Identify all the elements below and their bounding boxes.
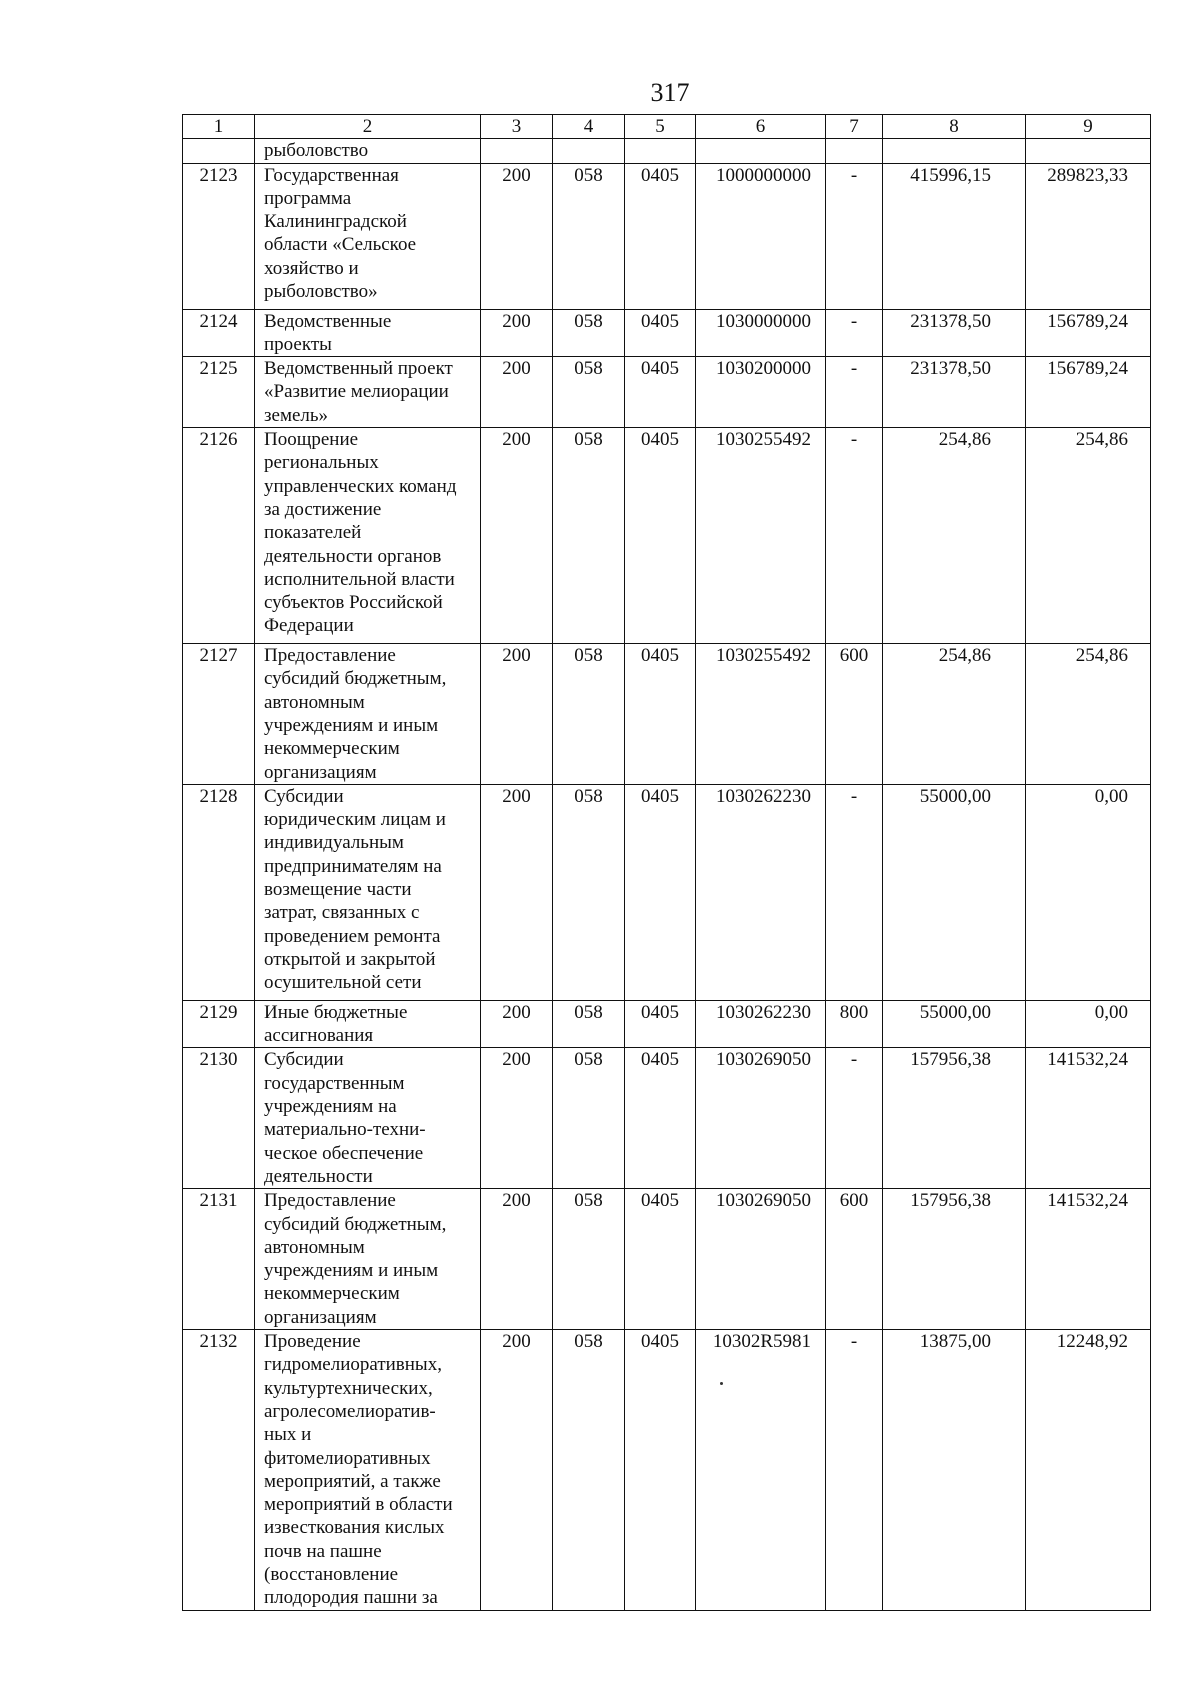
amount-8: 254,86 [883, 644, 1026, 785]
row-name-line: деятельности [264, 1165, 373, 1187]
code-3: 200 [481, 784, 553, 1000]
row-name-line: ческое обеспечение [264, 1142, 424, 1164]
code-7: - [826, 309, 883, 357]
code-6: 1030269050 [696, 1189, 826, 1330]
row-name [255, 163, 481, 309]
row-name-line: показателей [264, 522, 362, 544]
amount-9: 289823,33 [1026, 163, 1151, 309]
row-name-line: Предоставление [264, 1190, 396, 1212]
row-name [255, 428, 481, 644]
code-6: 1030255492 [696, 428, 826, 644]
amount-8: 254,86 [883, 428, 1026, 644]
budget-table [182, 114, 1151, 1611]
row-name-line: хозяйство и [264, 257, 359, 279]
amount-9: 0,00 [1026, 1000, 1151, 1048]
code-3: 200 [481, 1048, 553, 1189]
code-7: 600 [826, 644, 883, 785]
table-header-row [183, 115, 1151, 139]
row-name-line: открытой и закрытой [264, 948, 436, 970]
row-name [255, 1048, 481, 1189]
amount-8: 231378,50 [883, 309, 1026, 357]
row-name [255, 357, 481, 428]
row-name-line: почв на пашне [264, 1540, 382, 1562]
page-number: 317 [650, 78, 690, 107]
row-name [255, 1330, 481, 1611]
row-name-line: субсидий бюджетным, [264, 1213, 447, 1235]
row-name-line: Субсидии [264, 1049, 344, 1071]
row-name-line: проекты [264, 333, 332, 355]
table-row [183, 1048, 1151, 1189]
row-name-line: государственным [264, 1072, 405, 1094]
row-name-line: индивидуальным [264, 832, 404, 854]
row-name-line: (восстановление [264, 1563, 399, 1585]
table-row [183, 1189, 1151, 1330]
row-number: 2127 [183, 644, 255, 785]
amount-9: 156789,24 [1026, 357, 1151, 428]
row-number: 2132 [183, 1330, 255, 1611]
stray-dot [720, 1382, 723, 1385]
code-6: 1030000000 [696, 309, 826, 357]
row-name-line: деятельности органов [264, 545, 442, 567]
row-number: 2128 [183, 784, 255, 1000]
row-name-line: возмещение части [264, 879, 412, 901]
row-name-line: Государственная [264, 164, 399, 186]
code-3: 200 [481, 644, 553, 785]
code-5: 0405 [625, 1000, 696, 1048]
row-name-line: известкования кислых [264, 1517, 445, 1539]
row-name [255, 1000, 481, 1048]
code-4: 058 [553, 163, 625, 309]
row-number: 2124 [183, 309, 255, 357]
code-7: - [826, 1048, 883, 1189]
column-header: 8 [883, 115, 1026, 139]
code-6: 1000000000 [696, 163, 826, 309]
code-7: - [826, 357, 883, 428]
row-name-line: учреждениям и иным [264, 714, 439, 736]
row-name-line: юридическим лицам и [264, 809, 446, 831]
row-name-line: рыболовство» [264, 281, 378, 303]
row-name-line: исполнительной власти [264, 568, 455, 590]
row-name-line: управленческих команд [264, 475, 457, 497]
amount-8: 55000,00 [883, 784, 1026, 1000]
amount-8: 157956,38 [883, 1048, 1026, 1189]
row-name-line: программа [264, 187, 352, 209]
column-header: 7 [826, 115, 883, 139]
row-number: 2125 [183, 357, 255, 428]
continuation-row [183, 139, 1151, 163]
table-row [183, 428, 1151, 644]
row-name [255, 1189, 481, 1330]
table-row [183, 644, 1151, 785]
code-3: 200 [481, 1000, 553, 1048]
row-name-line: мероприятий в области [264, 1494, 453, 1516]
amount-8: 55000,00 [883, 1000, 1026, 1048]
code-5: 0405 [625, 309, 696, 357]
code-3: 200 [481, 428, 553, 644]
row-name-line: мероприятий, а также [264, 1470, 441, 1492]
row-name-line: фитомелиоративных [264, 1447, 431, 1469]
row-name-line: Субсидии [264, 785, 344, 807]
row-name-line: субъектов Российской [264, 592, 443, 614]
amount-8: 231378,50 [883, 357, 1026, 428]
row-name-line: области «Сельское [264, 234, 417, 256]
row-name [255, 784, 481, 1000]
code-4: 058 [553, 357, 625, 428]
row-name-line: материально-техни- [264, 1119, 426, 1141]
row-name-line: культуртехнических, [264, 1377, 433, 1399]
code-3: 200 [481, 357, 553, 428]
code-6: 1030262230 [696, 784, 826, 1000]
row-name-line: Калининградской [264, 211, 407, 233]
amount-9: 141532,24 [1026, 1189, 1151, 1330]
row-name-line: учреждениям и иным [264, 1260, 439, 1282]
row-name-line: проведением ремонта [264, 925, 441, 947]
table-row [183, 784, 1151, 1000]
code-7: 600 [826, 1189, 883, 1330]
code-6: 1030262230 [696, 1000, 826, 1048]
row-name [255, 309, 481, 357]
row-name-line: Ведомственные [264, 310, 392, 332]
row-number: 2126 [183, 428, 255, 644]
row-number: 2123 [183, 163, 255, 309]
code-7: - [826, 784, 883, 1000]
column-header: 2 [255, 115, 481, 139]
amount-9: 254,86 [1026, 644, 1151, 785]
code-4: 058 [553, 1048, 625, 1189]
amount-8: 157956,38 [883, 1189, 1026, 1330]
row-name-line: Федерации [264, 615, 354, 637]
column-header: 6 [696, 115, 826, 139]
column-header: 5 [625, 115, 696, 139]
table-row [183, 309, 1151, 357]
row-name-line: некоммерческим [264, 738, 400, 760]
amount-8: 415996,15 [883, 163, 1026, 309]
row-name [255, 644, 481, 785]
amount-9: 12248,92 [1026, 1330, 1151, 1611]
row-number: 2130 [183, 1048, 255, 1189]
code-6: 1030200000 [696, 357, 826, 428]
code-7: - [826, 428, 883, 644]
row-name-line: за достижение [264, 498, 382, 520]
code-3: 200 [481, 1330, 553, 1611]
code-4: 058 [553, 1330, 625, 1611]
code-5: 0405 [625, 1189, 696, 1330]
row-name-line: автономным [264, 1236, 365, 1258]
row-name-line: региональных [264, 452, 379, 474]
code-3: 200 [481, 309, 553, 357]
row-name-line: организациям [264, 761, 377, 783]
row-name-line: учреждениям на [264, 1096, 397, 1118]
row-name-line: агролесомелиоратив- [264, 1400, 436, 1422]
code-6: 1030269050 [696, 1048, 826, 1189]
table-row [183, 357, 1151, 428]
code-5: 0405 [625, 1048, 696, 1189]
row-name-line: ассигнования [264, 1025, 374, 1047]
code-5: 0405 [625, 357, 696, 428]
code-7: 800 [826, 1000, 883, 1048]
column-header: 4 [553, 115, 625, 139]
code-4: 058 [553, 1189, 625, 1330]
row-name-line: организациям [264, 1306, 377, 1328]
row-name-line: затрат, связанных с [264, 902, 420, 924]
row-name-line: Проведение [264, 1331, 361, 1353]
row-name-line: гидромелиоративных, [264, 1354, 442, 1376]
row-name-line: предпринимателям на [264, 855, 442, 877]
code-3: 200 [481, 163, 553, 309]
amount-9: 156789,24 [1026, 309, 1151, 357]
code-5: 0405 [625, 1330, 696, 1611]
code-4: 058 [553, 784, 625, 1000]
table-row [183, 1000, 1151, 1048]
code-7: - [826, 163, 883, 309]
row-name-line: плодородия пашни за [264, 1587, 438, 1609]
row-number: 2129 [183, 1000, 255, 1048]
code-6: 10302R5981 [696, 1330, 826, 1611]
code-5: 0405 [625, 163, 696, 309]
amount-9: 254,86 [1026, 428, 1151, 644]
code-5: 0405 [625, 784, 696, 1000]
row-name-line: Предоставление [264, 645, 396, 667]
column-header: 3 [481, 115, 553, 139]
row-name-line: ных и [264, 1424, 312, 1446]
table-row [183, 1330, 1151, 1611]
code-4: 058 [553, 309, 625, 357]
column-header: 9 [1026, 115, 1151, 139]
row-name-line: Иные бюджетные [264, 1001, 408, 1023]
row-name-line: «Развитие мелиорации [264, 381, 449, 403]
amount-9: 0,00 [1026, 784, 1151, 1000]
code-4: 058 [553, 428, 625, 644]
row-name-line: субсидий бюджетным, [264, 668, 447, 690]
amount-9: 141532,24 [1026, 1048, 1151, 1189]
code-3: 200 [481, 1189, 553, 1330]
code-6: 1030255492 [696, 644, 826, 785]
row-name-line: Ведомственный проект [264, 358, 453, 380]
code-5: 0405 [625, 428, 696, 644]
row-name-line: некоммерческим [264, 1283, 400, 1305]
table-row [183, 163, 1151, 309]
row-name-line: Поощрение [264, 429, 359, 451]
row-number: 2131 [183, 1189, 255, 1330]
code-7: - [826, 1330, 883, 1611]
row-name-line: автономным [264, 691, 365, 713]
amount-8: 13875,00 [883, 1330, 1026, 1611]
row-name-line: осушительной сети [264, 972, 422, 994]
code-4: 058 [553, 1000, 625, 1048]
continuation-text: рыболовство [255, 139, 481, 163]
code-4: 058 [553, 644, 625, 785]
column-header: 1 [183, 115, 255, 139]
code-5: 0405 [625, 644, 696, 785]
row-name-line: земель» [264, 404, 329, 426]
